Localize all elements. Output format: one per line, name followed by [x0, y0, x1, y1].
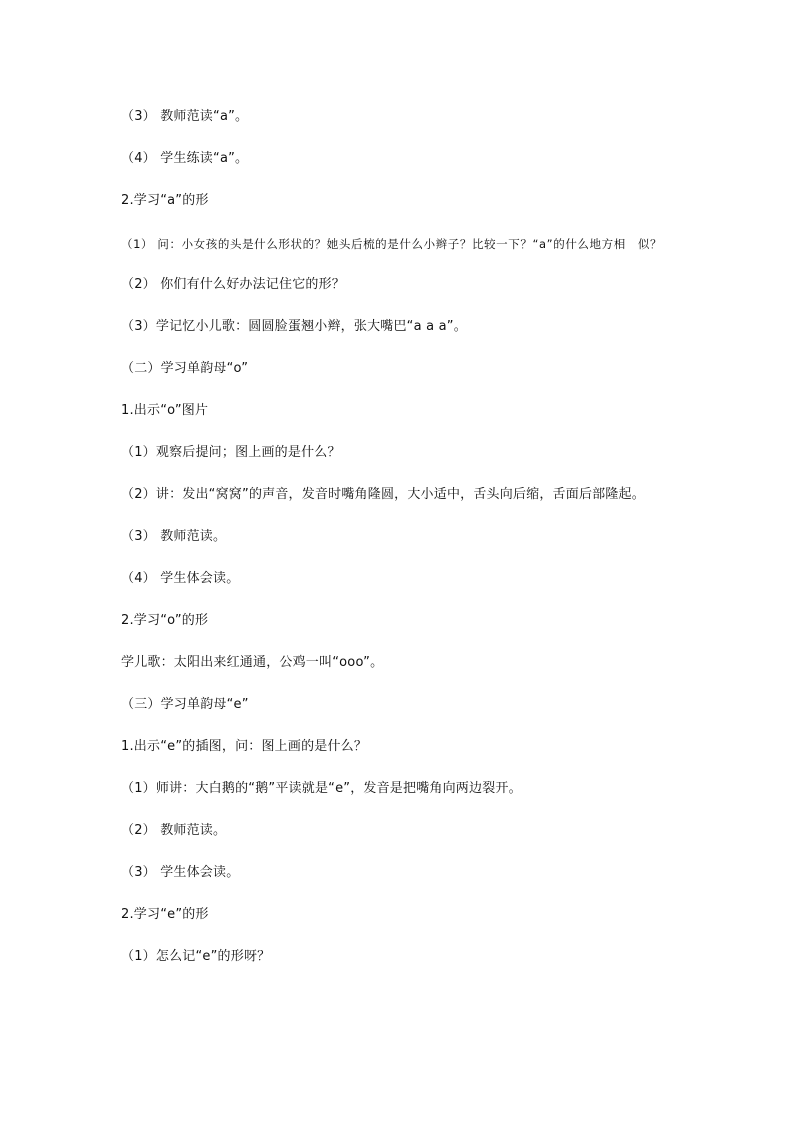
section-heading: 2.学习“o”的形: [121, 613, 209, 628]
text-line: （3） 学生体会读。: [121, 865, 240, 880]
text-line: （1）怎么记“e”的形呀？: [121, 949, 271, 964]
text-line: （3） 教师范读“a”。: [121, 109, 249, 124]
section-heading: 2.学习“a”的形: [121, 193, 209, 208]
section-heading: 1.出示“e”的插图，问：图上画的是什么？: [121, 739, 368, 754]
text-line: 学儿歌：太阳出来红通通，公鸡一叫“ooo”。: [121, 655, 384, 670]
section-heading: （三）学习单韵母“e”: [121, 697, 249, 712]
text-line: （4） 学生体会读。: [121, 571, 240, 586]
section-heading: 2.学习“e”的形: [121, 907, 209, 922]
section-heading: （二）学习单韵母“o”: [121, 361, 249, 376]
text-line: （3） 教师范读。: [121, 529, 227, 544]
text-line: （3）学记忆小儿歌：圆圆脸蛋翘小辫，张大嘴巴“a a a”。: [121, 319, 467, 334]
text-line: （1） 问：小女孩的头是什么形状的？她头后梳的是什么小辫子？比较一下？“a”的什么地方相 似？: [121, 237, 663, 251]
text-line: （2） 教师范读。: [121, 823, 227, 838]
text-line: （2） 你们有什么好办法记住它的形？: [121, 277, 346, 292]
section-heading: 1.出示“o”图片: [121, 403, 209, 418]
text-line: （2）讲：发出“窝窝”的声音，发音时嘴角隆圆，大小适中，舌头向后缩，舌面后部隆起。: [121, 487, 645, 502]
text-line: （4） 学生练读“a”。: [121, 151, 249, 166]
text-line: （1）师讲：大白鹅的“鹅”平读就是“e”，发音是把嘴角向两边裂开。: [121, 781, 522, 796]
text-line: （1）观察后提问；图上画的是什么？: [121, 445, 341, 460]
